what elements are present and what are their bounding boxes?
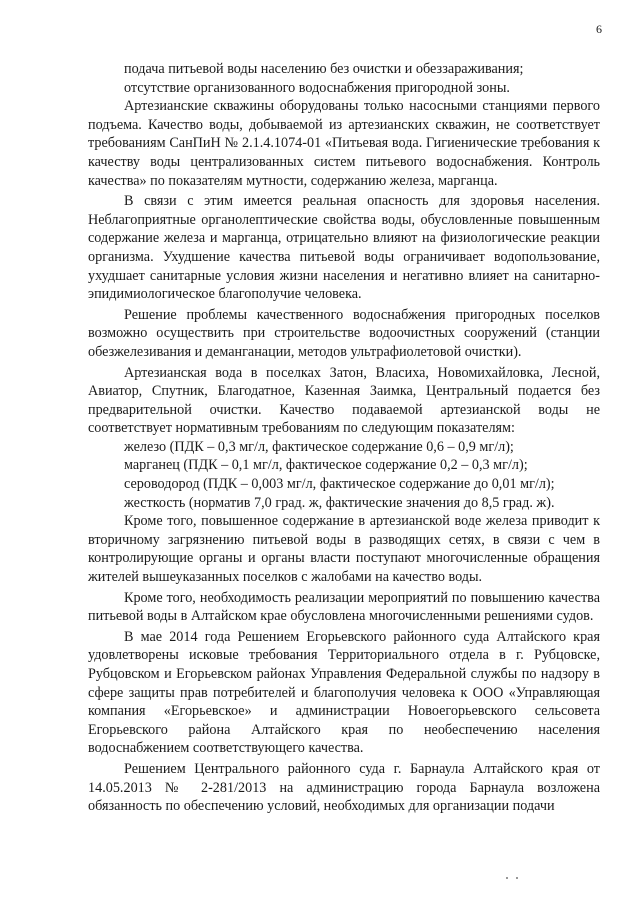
paragraph-settlements-water: Артезианская вода в поселках Затон, Власиха, Новомихайловка, Лесной, Авиатор, Спутник, Благодатное, Казенная Заимка, Центральный подается без предварительной очистки. Качество подаваемой артезианской воды не соответствует нормативным требованиям по следующим показателям: [88,364,600,437]
list-item-hydrogen-sulfide: сероводород (ПДК – 0,003 мг/л, фактическое содержание до 0,01 мг/л); [124,476,555,493]
paragraph-no-organized-supply: отсутствие организованного водоснабжения пригородной зоны. [124,79,510,96]
list-item-manganese: марганец (ПДК – 0,1 мг/л, фактическое содержание 0,2 – 0,3 мг/л); [124,457,528,474]
page-number: 6 [596,22,602,36]
paragraph-secondary-pollution: Кроме того, повышенное содержание в артезианской воде железа приводит к вторичному загрязнению питьевой воды в разводящих сетях, в связи с чем в контролирующие органы и органы власти поступают многочисленные обращения жителей вышеуказанных поселков с жалобами на качество воды. [88,513,600,586]
paragraph-court-decisions: Кроме того, необходимость реализации мероприятий по повышению качества питьевой воды в Алтайском крае обусловлена многочисленными решениями судов. [88,589,600,625]
scan-speck [506,877,508,879]
paragraph-artesian-wells: Артезианские скважины оборудованы только насосными станциями первого подъема. Качество воды, добываемой из артезианских скважин, не соответствует требованиям СанПиН № 2.1.4.1074-01 «Питьевая вода. Гигиенические требования к качеству воды централизованных систем питьевого водоснабжения. Контроль качества» по показателям мутности, содержанию железа, марганца. [88,98,600,189]
document-body [88,60,600,816]
paragraph-egoryevsk-court: В мае 2014 года Решением Егорьевского районного суда Алтайского края удовлетворены исковые требования Территориального отдела в г. Рубцовске, Рубцовском и Егорьевском районах Управления Федеральной службы по надзору в сфере защиты прав потребителей и благополучия человека к ООО «Управляющая компания «Егорьевское» и администрации Новоегорьевского сельсовета Егорьевского района Алтайского края по необеспечению населения водоснабжением соответствующего качества. [88,628,600,757]
list-item-iron: железо (ПДК – 0,3 мг/л, фактическое содержание 0,6 – 0,9 мг/л); [124,438,514,455]
scan-speck [516,877,518,879]
paragraph-health-danger: В связи с этим имеется реальная опасность для здоровья населения. Неблагоприятные органолептические свойства воды, обусловленные повышенным содержание железа и марганца, отрицательно влияют на физиологические реакции организма. Ухудшение качества питьевой воды ограничивает водопользование, ухудшает санитарные условия жизни населения и негативно влияет на санитарно-эпидимиологическое благополучие человека. [88,193,600,303]
paragraph-barnaul-court: Решением Центрального районного суда г. Барнаула Алтайского края от 14.05.2013 № 2-281/2013 на администрацию города Барнаула возложена обязанность по обеспечению условий, необходимых для организации подачи [88,760,600,815]
paragraph-water-supply-no-treatment: подача питьевой воды населению без очистки и обеззараживания; [124,61,524,77]
list-item-hardness: жесткость (норматив 7,0 град. ж, фактические значения до 8,5 град. ж). [124,494,555,511]
paragraph-problem-solution: Решение проблемы качественного водоснабжения пригородных поселков возможно осуществить при строительстве водоочистных сооружений (станции обезжелезивания и деманганации, методов ультрафиолетовой очистки). [88,306,600,360]
